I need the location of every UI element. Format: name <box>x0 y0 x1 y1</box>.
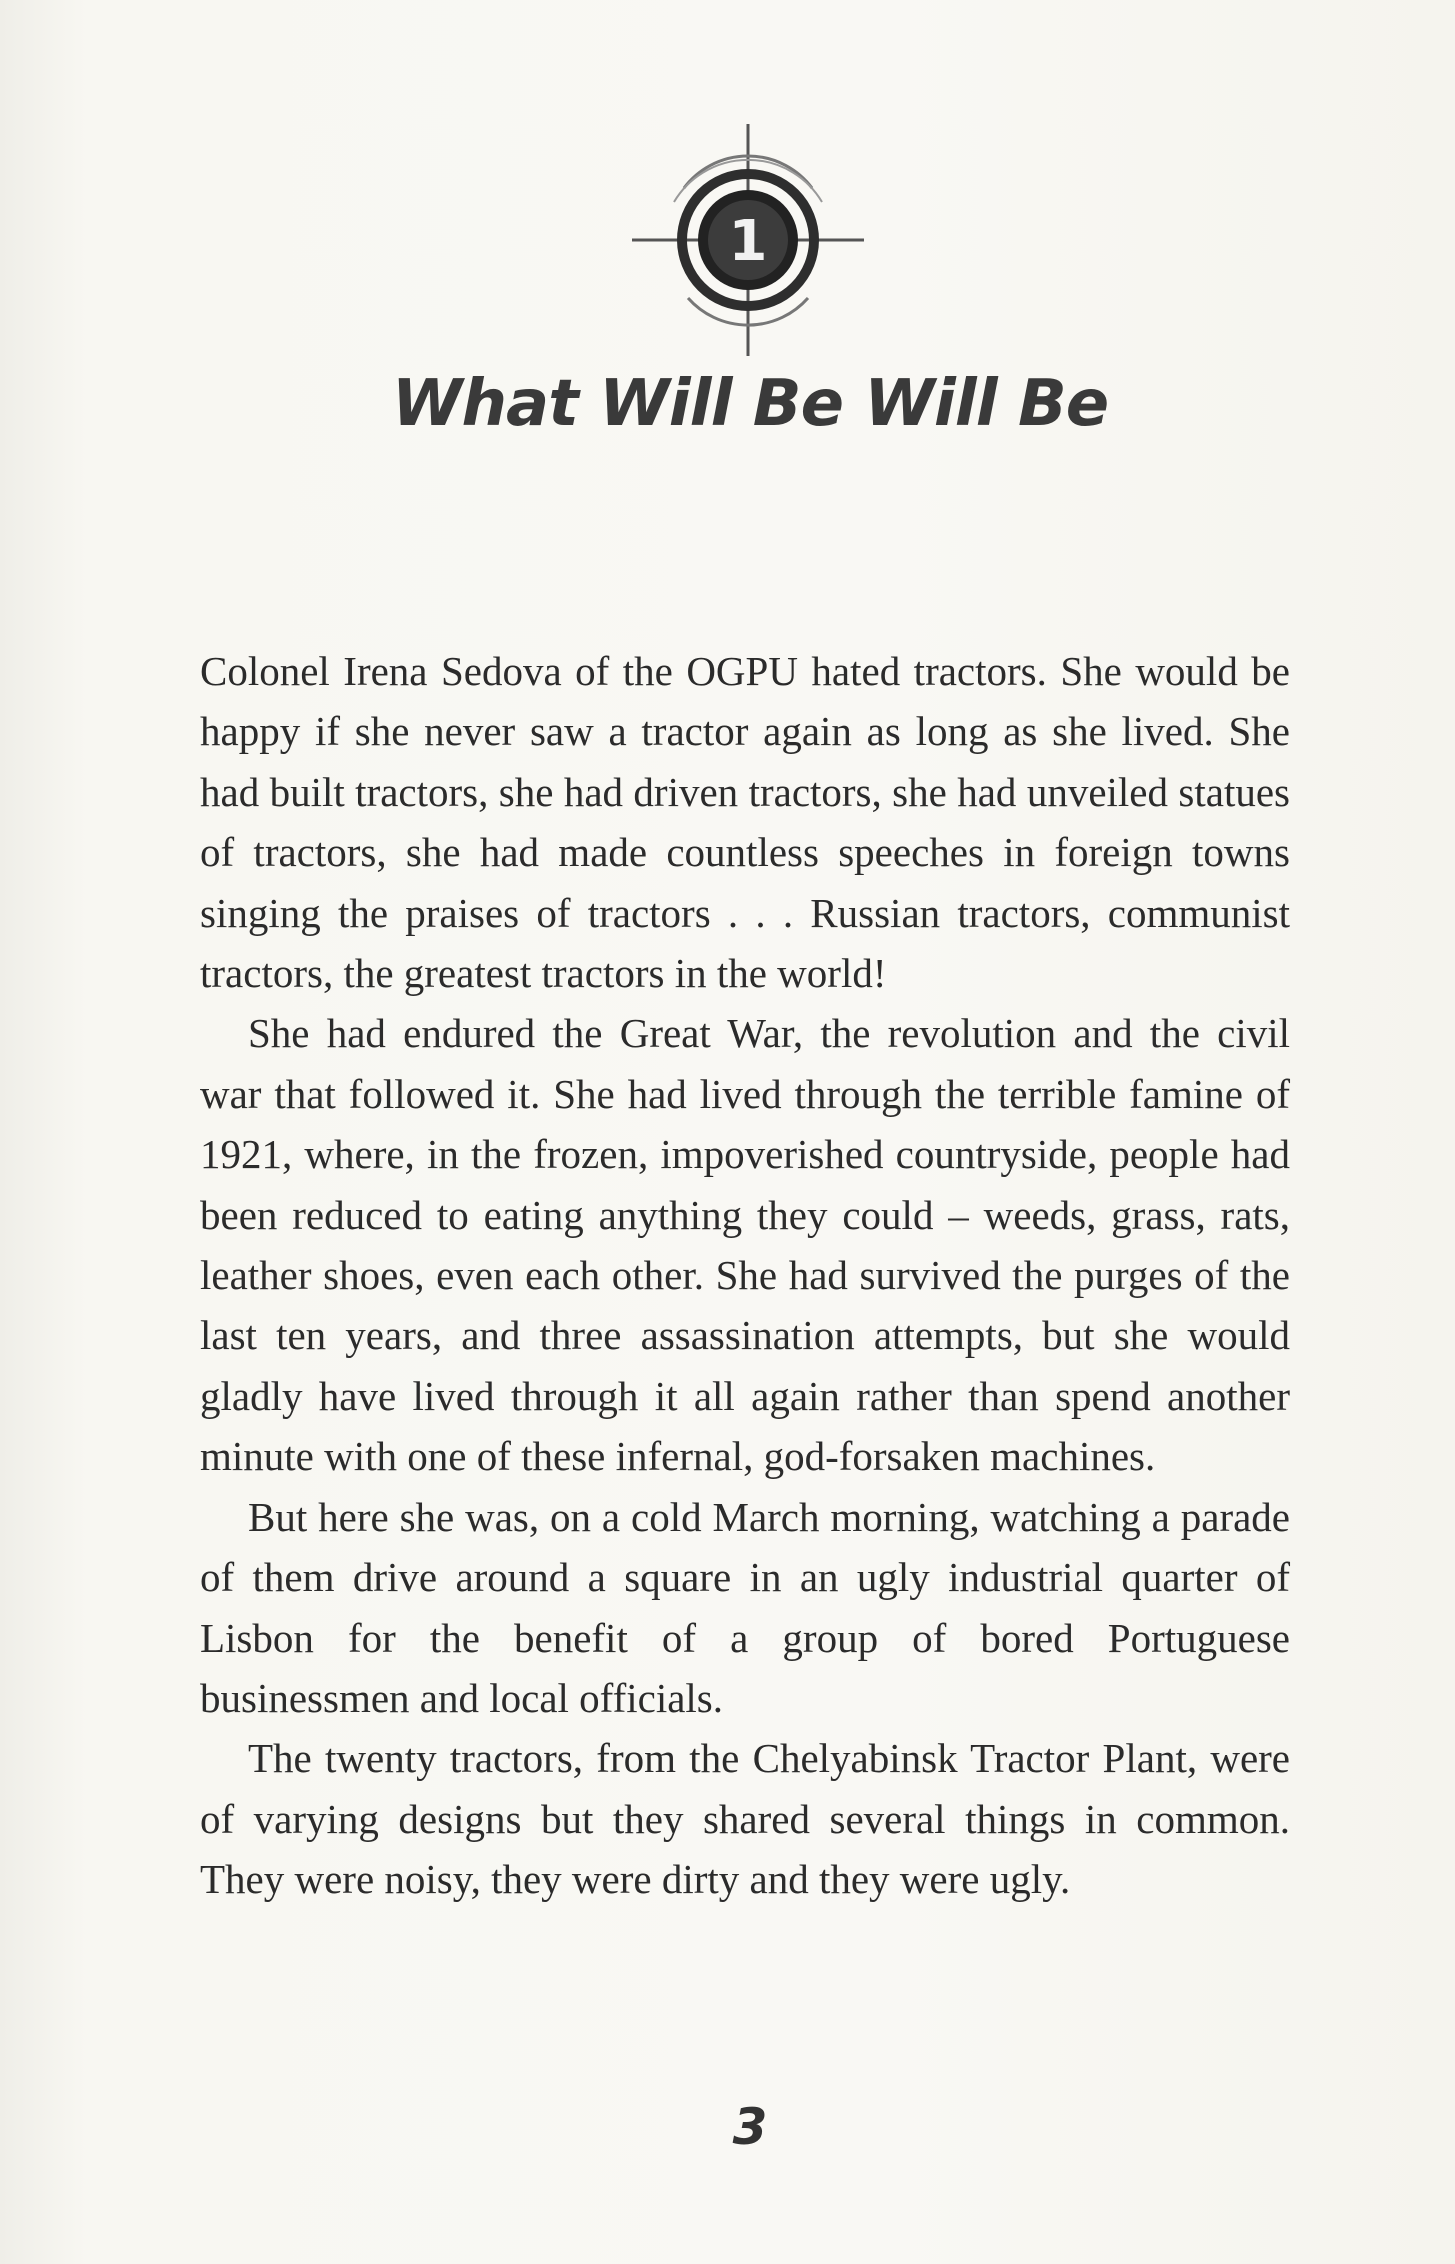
chapter-number: 1 <box>728 209 768 274</box>
body-text <box>200 641 1290 1910</box>
paragraph-1: Colonel Irena Sedova of the OGPU hated tractors. She would be happy if she never saw a tractor again as long as she lived. She had built tractors, she had driven tractors, she had unveiled statues of tractors, she had made countless speeches in foreign towns singing the praises of tractors . . . Russian tractors, communist tractors, the greatest tractors in the world! <box>200 648 1290 997</box>
paragraph-2: She had endured the Great War, the revolution and the civil war that followed it. She had lived through the terrible famine of 1921, where, in the frozen, impoverished countryside, people had been reduced to eating anything they could – weeds, grass, rats, leather shoes, even each other. She had survived the purges of the last ten years, and three assassination attempts, but she would gladly have lived through it all again rather than spend another minute with one of these infernal, god-forsaken machines. <box>200 1010 1290 1480</box>
paragraph-4: The twenty tractors, from the Chelyabinsk Tractor Plant, were of varying designs but they shared several things in common. They were noisy, they were dirty and they were ugly. <box>200 1735 1290 1903</box>
page-number: 3 <box>732 2098 768 2156</box>
chapter-title: What Will Be Will Be <box>391 367 1109 441</box>
crosshair-target-icon <box>628 120 868 360</box>
paragraph-3: But here she was, on a cold March morning, watching a parade of them drive around a square in an ugly industrial quarter of Lisbon for the benefit of a group of bored Portuguese businessmen and local officials. <box>200 1493 1290 1721</box>
